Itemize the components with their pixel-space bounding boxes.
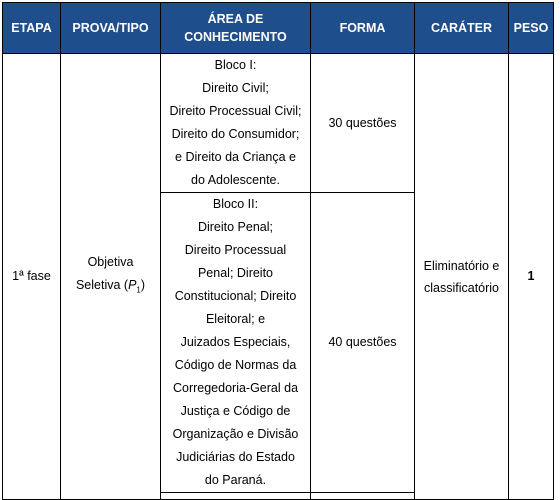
header-peso: PESO	[509, 3, 554, 54]
spacer-cell	[311, 493, 415, 500]
bloco-1-line: do Adolescente.	[191, 173, 280, 187]
header-row	[3, 3, 554, 54]
cell-etapa: 1ª fase	[3, 54, 61, 500]
bloco-2-line: Constitucional; Direito	[174, 289, 297, 303]
cell-peso: 1	[509, 54, 554, 500]
bloco-1-line: Direito Civil;	[202, 81, 269, 95]
bloco-2-line: Organização e Divisão	[172, 427, 299, 441]
prova-tipo-line1: Objetiva	[87, 255, 134, 270]
bloco-2-line: Direito Processual	[184, 243, 287, 257]
bloco-2-line: Penal; Direito	[197, 266, 274, 280]
header-carater: CARÁTER	[415, 3, 509, 54]
bloco-2-line: Bloco II:	[212, 197, 259, 211]
prova-tipo-var: P	[128, 277, 137, 292]
bloco-1-line: Direito Processual Civil;	[169, 104, 302, 118]
bloco-2-line: Direito Penal;	[197, 220, 274, 234]
cell-bloco-2	[161, 193, 311, 493]
prova-tipo-line2-prefix: Seletiva (	[75, 277, 129, 292]
table-row	[3, 54, 554, 193]
bloco-2-line: Juizados Especiais,	[180, 335, 291, 349]
spacer-cell	[161, 493, 311, 500]
exam-table	[2, 2, 554, 500]
bloco-2-line: do Paraná.	[204, 473, 267, 487]
prova-tipo-sub: 1	[136, 285, 141, 295]
carater-text: Eliminatório e classificatório	[423, 258, 500, 295]
cell-forma-2: 40 questões	[311, 193, 415, 493]
bloco-2-line: Código de Normas da	[174, 358, 297, 372]
cell-bloco-1	[161, 54, 311, 193]
bloco-1-line: Bloco I:	[214, 58, 257, 72]
bloco-2-line: Corregedoria-Geral da	[172, 381, 299, 395]
header-prova-tipo: PROVA/TIPO	[61, 3, 161, 54]
cell-carater	[415, 54, 509, 500]
header-area: ÁREA DE CONHECIMENTO	[161, 3, 311, 54]
header-etapa: ETAPA	[3, 3, 61, 54]
header-forma: FORMA	[311, 3, 415, 54]
cell-forma-1: 30 questões	[311, 54, 415, 193]
bloco-2-line: Justiça e Código de	[180, 404, 291, 418]
bloco-1-line: e Direito da Criança e	[175, 150, 296, 164]
bloco-2-line: Eleitoral; e	[205, 312, 266, 326]
bloco-1-line: Direito do Consumidor;	[171, 127, 300, 141]
bloco-2-line: Judiciárias do Estado	[176, 450, 295, 464]
prova-tipo-line2-suffix: )	[140, 277, 146, 292]
cell-prova-tipo	[61, 54, 161, 500]
